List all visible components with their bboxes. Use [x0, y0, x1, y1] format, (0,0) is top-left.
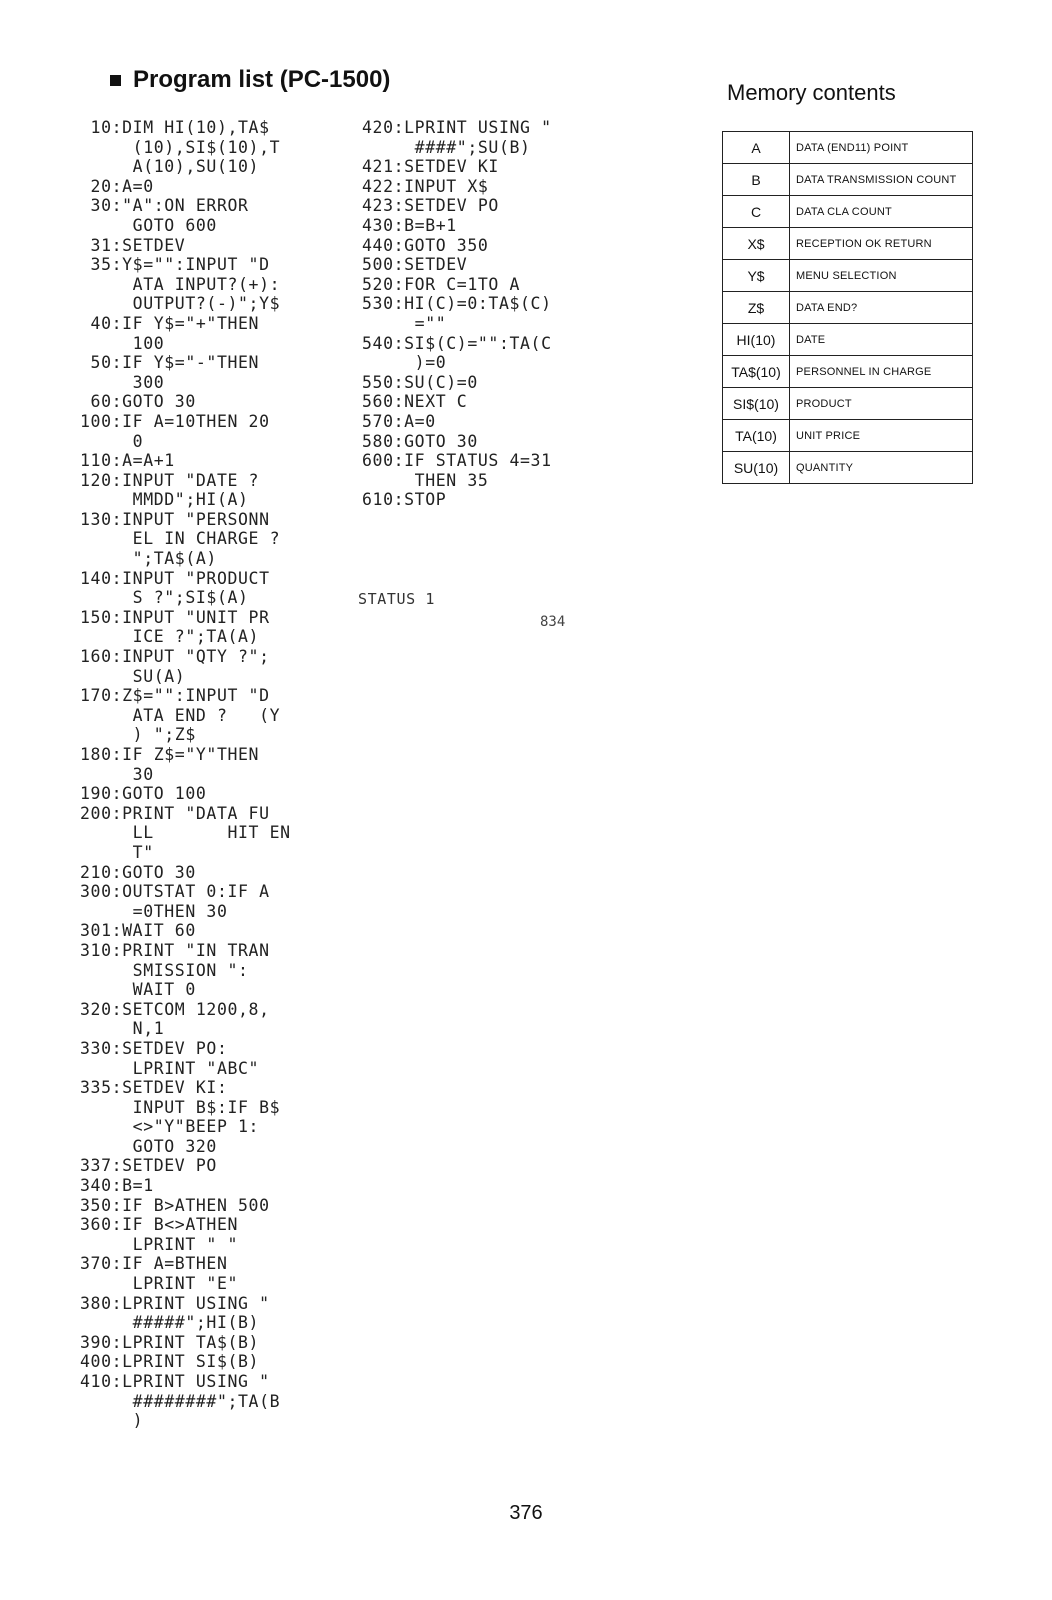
memory-row — [723, 356, 973, 388]
memory-row — [723, 324, 973, 356]
code-line: WAIT 0 — [80, 980, 196, 1000]
code-line: 100 — [80, 333, 165, 353]
code-line: 200:PRINT "DATA FU — [80, 803, 270, 823]
code-line: ####";SU(B) — [362, 137, 531, 157]
code-line: SU(A) — [80, 666, 186, 686]
code-line: N,1 — [80, 1019, 165, 1039]
code-line: 430:B=B+1 — [362, 215, 457, 235]
page-number: 376 — [509, 1502, 543, 1524]
code-line: EL IN CHARGE ? — [80, 529, 281, 549]
program-listing-column-1 — [80, 118, 291, 1431]
heading-text: Program list (PC-1500) — [133, 66, 391, 93]
code-line: ICE ?";TA(A) — [80, 627, 260, 647]
memory-row — [723, 388, 973, 420]
code-line: )=0 — [362, 353, 447, 373]
code-line: 421:SETDEV KI — [362, 157, 499, 177]
code-line: OUTPUT?(-)";Y$ — [80, 294, 281, 314]
memory-variable: X$ — [723, 228, 790, 260]
code-line: 520:FOR C=1TO A — [362, 274, 521, 294]
code-line: 550:SU(C)=0 — [362, 372, 478, 392]
code-line: ) — [80, 1411, 144, 1431]
memory-row — [723, 228, 973, 260]
code-line: 335:SETDEV KI: — [80, 1078, 228, 1098]
code-line: 390:LPRINT TA$(B) — [80, 1332, 260, 1352]
code-line: LPRINT " " — [80, 1234, 239, 1254]
memory-row — [723, 420, 973, 452]
memory-variable: SU(10) — [723, 452, 790, 484]
code-line: 400:LPRINT SI$(B) — [80, 1352, 260, 1372]
code-line: 310:PRINT "IN TRAN — [80, 940, 270, 960]
memory-variable: TA(10) — [723, 420, 790, 452]
code-line: 340:B=1 — [80, 1176, 154, 1196]
code-line: 50:IF Y$="-"THEN — [80, 353, 260, 373]
memory-description: DATA TRANSMISSION COUNT — [790, 164, 973, 196]
status-value: 834 — [540, 614, 566, 630]
code-line: 210:GOTO 30 — [80, 862, 196, 882]
memory-description: MENU SELECTION — [790, 260, 973, 292]
memory-row — [723, 132, 973, 164]
code-line: THEN 35 — [362, 470, 489, 490]
code-line: #####";HI(B) — [80, 1313, 260, 1333]
code-line: 330:SETDEV PO: — [80, 1038, 228, 1058]
memory-row — [723, 452, 973, 484]
code-line: 540:SI$(C)="":TA(C — [362, 333, 552, 353]
memory-description: DATE — [790, 324, 973, 356]
code-line: 30 — [80, 764, 154, 784]
code-line: SMISSION ": — [80, 960, 249, 980]
code-line: 500:SETDEV — [362, 255, 468, 275]
code-line: GOTO 320 — [80, 1136, 217, 1156]
code-line: LPRINT "E" — [80, 1274, 239, 1294]
code-line: 130:INPUT "PERSONN — [80, 509, 270, 529]
code-line: =0THEN 30 — [80, 901, 228, 921]
code-line: 20:A=0 — [80, 176, 154, 196]
code-line: 560:NEXT C — [362, 392, 468, 412]
code-line: 610:STOP — [362, 490, 447, 510]
memory-variable: C — [723, 196, 790, 228]
code-line: 140:INPUT "PRODUCT — [80, 568, 270, 588]
code-line: ="" — [362, 313, 447, 333]
memory-variable: A — [723, 132, 790, 164]
code-line: (10),SI$(10),T — [80, 137, 281, 157]
code-line: 360:IF B<>ATHEN — [80, 1215, 239, 1235]
code-line: ) ";Z$ — [80, 725, 196, 745]
code-line: 0 — [80, 431, 144, 451]
memory-variable: SI$(10) — [723, 388, 790, 420]
code-line: ";TA$(A) — [80, 549, 217, 569]
code-line: 170:Z$="":INPUT "D — [80, 686, 270, 706]
memory-row — [723, 196, 973, 228]
memory-description: RECEPTION OK RETURN — [790, 228, 973, 260]
memory-description: UNIT PRICE — [790, 420, 973, 452]
code-line: LL HIT EN — [80, 823, 291, 843]
code-line: 10:DIM HI(10),TA$ — [80, 118, 270, 137]
code-line: 440:GOTO 350 — [362, 235, 489, 255]
memory-description: QUANTITY — [790, 452, 973, 484]
code-line: 40:IF Y$="+"THEN — [80, 313, 260, 333]
code-line: ATA END ? (Y — [80, 705, 281, 725]
code-line: 300 — [80, 372, 165, 392]
code-line: 150:INPUT "UNIT PR — [80, 607, 270, 627]
memory-row — [723, 260, 973, 292]
code-line: INPUT B$:IF B$ — [80, 1097, 281, 1117]
memory-description: DATA END? — [790, 292, 973, 324]
memory-variable: B — [723, 164, 790, 196]
code-line: 337:SETDEV PO — [80, 1156, 217, 1176]
code-line: 301:WAIT 60 — [80, 921, 196, 941]
memory-description: DATA CLA COUNT — [790, 196, 973, 228]
memory-description: PERSONNEL IN CHARGE — [790, 356, 973, 388]
square-bullet-icon — [110, 75, 121, 86]
code-line: 160:INPUT "QTY ?"; — [80, 647, 270, 667]
code-line: 600:IF STATUS 4=31 — [362, 451, 552, 471]
memory-description: DATA (END11) POINT — [790, 132, 973, 164]
code-line: 110:A=A+1 — [80, 451, 175, 471]
program-list-heading — [110, 66, 390, 94]
memory-contents-title: Memory contents — [727, 80, 896, 105]
memory-description: PRODUCT — [790, 388, 973, 420]
code-line: ########";TA(B — [80, 1391, 281, 1411]
code-line: 60:GOTO 30 — [80, 392, 196, 412]
code-line: 300:OUTSTAT 0:IF A — [80, 882, 270, 902]
code-line: 420:LPRINT USING " — [362, 118, 552, 137]
code-line: 35:Y$="":INPUT "D — [80, 255, 270, 275]
memory-variable: HI(10) — [723, 324, 790, 356]
code-line: ATA INPUT?(+): — [80, 274, 281, 294]
code-line: S ?";SI$(A) — [80, 588, 249, 608]
program-listing-column-2 — [362, 118, 552, 510]
memory-variable: Z$ — [723, 292, 790, 324]
code-line: 100:IF A=10THEN 20 — [80, 411, 270, 431]
memory-row — [723, 292, 973, 324]
code-line: 120:INPUT "DATE ? — [80, 470, 260, 490]
code-line: 423:SETDEV PO — [362, 196, 499, 216]
code-line: 31:SETDEV — [80, 235, 186, 255]
memory-variable: TA$(10) — [723, 356, 790, 388]
code-line: A(10),SU(10) — [80, 157, 260, 177]
memory-contents-table — [722, 131, 973, 484]
code-line: 570:A=0 — [362, 411, 436, 431]
code-line: 180:IF Z$="Y"THEN — [80, 745, 260, 764]
code-line: 320:SETCOM 1200,8, — [80, 999, 270, 1019]
code-line: MMDD";HI(A) — [80, 490, 249, 510]
code-line: 30:"A":ON ERROR — [80, 196, 249, 216]
status-label: STATUS 1 — [358, 590, 436, 608]
memory-variable: Y$ — [723, 260, 790, 292]
code-line: 190:GOTO 100 — [80, 784, 207, 804]
code-line: <>"Y"BEEP 1: — [80, 1117, 260, 1137]
code-line: 370:IF A=BTHEN — [80, 1254, 228, 1274]
memory-row — [723, 164, 973, 196]
code-line: 530:HI(C)=0:TA$(C) — [362, 294, 552, 314]
code-line: T" — [80, 842, 154, 862]
code-line: 580:GOTO 30 — [362, 431, 478, 451]
code-line: 350:IF B>ATHEN 500 — [80, 1195, 270, 1215]
code-line: GOTO 600 — [80, 215, 217, 235]
code-line: 380:LPRINT USING " — [80, 1293, 270, 1313]
code-line: LPRINT "ABC" — [80, 1058, 260, 1078]
code-line: 422:INPUT X$ — [362, 176, 489, 196]
code-line: 410:LPRINT USING " — [80, 1372, 270, 1391]
